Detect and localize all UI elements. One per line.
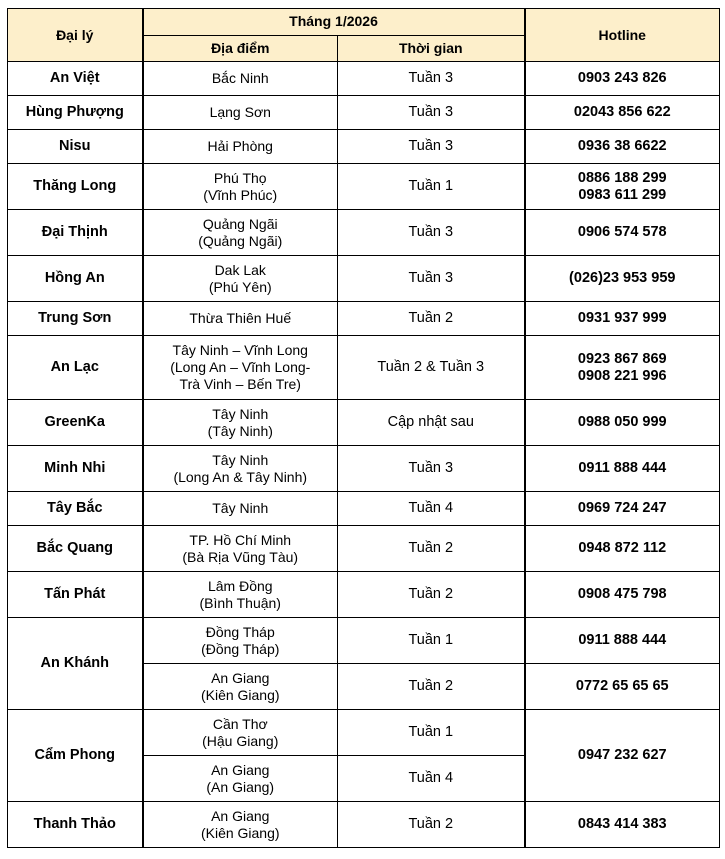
header-location: Địa điểm — [143, 35, 338, 62]
location-line: (Hậu Giang) — [202, 732, 279, 749]
time-cell: Cập nhật sau — [338, 400, 525, 446]
time-cell: Tuần 1 — [338, 710, 525, 756]
hotline-number: 0988 050 999 — [577, 414, 667, 430]
location-line: Trà Vinh – Bến Tre) — [179, 376, 301, 392]
location-line: TP. Hồ Chí Minh — [189, 531, 292, 548]
agent-name-cell: Bắc Quang — [8, 526, 143, 572]
location-cell — [143, 302, 338, 336]
time-cell: Tuần 3 — [338, 130, 525, 164]
time-cell: Tuần 2 — [338, 526, 525, 572]
header-hotline: Hotline — [525, 9, 720, 62]
location-cell — [143, 96, 338, 130]
hotline-cell — [525, 302, 720, 336]
hotline-cell — [525, 164, 720, 210]
hotline-number: (026)23 953 959 — [569, 270, 676, 286]
hotline-cell — [525, 210, 720, 256]
table-row — [8, 302, 720, 336]
agent-name-cell: An Việt — [8, 62, 143, 96]
table-row — [8, 336, 720, 400]
table-row — [8, 618, 720, 664]
location-line: (Vĩnh Phúc) — [203, 186, 278, 203]
hotline-number: 0886 188 299 — [577, 169, 667, 186]
location-line: Thừa Thiên Huế — [189, 310, 292, 326]
hotline-number: 0969 724 247 — [577, 500, 667, 516]
location-line: (An Giang) — [206, 778, 275, 795]
time-cell: Tuần 3 — [338, 62, 525, 96]
hotline-number: 0983 611 299 — [578, 186, 667, 203]
location-cell — [143, 802, 338, 848]
agent-name-cell: Đại Thịnh — [8, 210, 143, 256]
location-line: (Bà Rịa Vũng Tàu) — [182, 548, 299, 565]
table-row — [8, 256, 720, 302]
hotline-cell — [525, 130, 720, 164]
location-line: Hải Phòng — [207, 138, 273, 154]
location-line: Đồng Tháp — [205, 623, 275, 640]
table-row — [8, 164, 720, 210]
table-row — [8, 96, 720, 130]
table-row — [8, 446, 720, 492]
table-row — [8, 400, 720, 446]
hotline-cell — [525, 664, 720, 710]
location-cell — [143, 710, 338, 756]
header-time: Thời gian — [338, 35, 525, 62]
agent-name-cell: Tây Bắc — [8, 492, 143, 526]
location-line: Tây Ninh — [212, 451, 269, 468]
location-line: Lạng Sơn — [209, 104, 271, 120]
time-cell: Tuần 2 — [338, 802, 525, 848]
hotline-cell — [525, 572, 720, 618]
location-cell — [143, 62, 338, 96]
hotline-cell — [525, 710, 720, 802]
location-cell — [143, 210, 338, 256]
time-cell: Tuần 3 — [338, 446, 525, 492]
time-cell: Tuần 2 — [338, 302, 525, 336]
agent-name-cell: Trung Sơn — [8, 302, 143, 336]
time-cell: Tuần 3 — [338, 256, 525, 302]
agent-name-cell: Thanh Thảo — [8, 802, 143, 848]
agent-name-cell: Nisu — [8, 130, 143, 164]
location-line: (Phú Yên) — [208, 278, 272, 295]
hotline-cell — [525, 618, 720, 664]
hotline-cell — [525, 526, 720, 572]
time-cell: Tuần 3 — [338, 210, 525, 256]
hotline-number: 0911 888 444 — [578, 632, 667, 648]
location-cell — [143, 446, 338, 492]
hotline-number: 0908 475 798 — [577, 586, 667, 602]
time-cell: Tuần 1 — [338, 164, 525, 210]
location-line: Tây Ninh — [212, 405, 269, 422]
time-cell: Tuần 1 — [338, 618, 525, 664]
location-cell — [143, 664, 338, 710]
location-line: Quảng Ngãi — [202, 215, 278, 232]
hotline-number: 0903 243 826 — [577, 70, 667, 86]
hotline-number: 0908 221 996 — [577, 367, 667, 384]
time-cell: Tuần 2 & Tuần 3 — [338, 336, 525, 400]
hotline-number: 0947 232 627 — [577, 747, 667, 763]
location-line: (Đồng Tháp) — [201, 640, 280, 657]
agent-name-cell: An Khánh — [8, 618, 143, 710]
location-line: Dak Lak — [214, 261, 266, 278]
hotline-cell — [525, 802, 720, 848]
agent-name-cell: Minh Nhi — [8, 446, 143, 492]
hotline-cell — [525, 446, 720, 492]
location-cell — [143, 400, 338, 446]
table-row — [8, 572, 720, 618]
hotline-cell — [525, 62, 720, 96]
table-row — [8, 710, 720, 756]
header-agent: Đại lý — [8, 9, 143, 62]
agent-name-cell: Tấn Phát — [8, 572, 143, 618]
hotline-number: 0772 65 65 65 — [575, 678, 669, 694]
hotline-number: 02043 856 622 — [573, 104, 671, 120]
hotline-cell — [525, 256, 720, 302]
table-row — [8, 802, 720, 848]
location-line: (Kiên Giang) — [200, 824, 280, 841]
location-cell — [143, 164, 338, 210]
time-cell: Tuần 2 — [338, 572, 525, 618]
location-line: (Long An & Tây Ninh) — [173, 468, 308, 485]
agent-name-cell: Cẩm Phong — [8, 710, 143, 802]
agent-name-cell: An Lạc — [8, 336, 143, 400]
hotline-number: 0843 414 383 — [577, 816, 667, 832]
location-cell — [143, 130, 338, 164]
location-line: Tây Ninh — [212, 500, 269, 516]
location-line: (Quảng Ngãi) — [198, 232, 283, 249]
location-line: Bắc Ninh — [211, 70, 269, 86]
location-cell — [143, 572, 338, 618]
agent-name-cell: Thăng Long — [8, 164, 143, 210]
location-cell — [143, 756, 338, 802]
agent-schedule-table — [7, 8, 720, 848]
table-row — [8, 130, 720, 164]
table-row — [8, 62, 720, 96]
hotline-number: 0931 937 999 — [577, 310, 667, 326]
hotline-cell — [525, 336, 720, 400]
header-month: Tháng 1/2026 — [143, 9, 525, 36]
location-line: An Giang — [211, 669, 270, 686]
location-cell — [143, 256, 338, 302]
hotline-cell — [525, 400, 720, 446]
location-line: (Long An – Vĩnh Long- — [170, 359, 311, 375]
time-cell: Tuần 3 — [338, 96, 525, 130]
location-cell — [143, 526, 338, 572]
hotline-cell — [525, 96, 720, 130]
hotline-number: 0923 867 869 — [577, 350, 667, 367]
agent-name-cell: Hồng An — [8, 256, 143, 302]
location-cell — [143, 492, 338, 526]
table-row — [8, 210, 720, 256]
hotline-number: 0911 888 444 — [578, 460, 667, 476]
agent-name-cell: GreenKa — [8, 400, 143, 446]
location-line: (Kiên Giang) — [200, 686, 280, 703]
location-line: Cần Thơ — [212, 715, 268, 732]
location-line: Tây Ninh – Vĩnh Long — [172, 342, 308, 358]
location-line: (Tây Ninh) — [207, 422, 273, 439]
time-cell: Tuần 4 — [338, 756, 525, 802]
time-cell: Tuần 2 — [338, 664, 525, 710]
table-row — [8, 492, 720, 526]
hotline-cell — [525, 492, 720, 526]
location-line: Lâm Đồng — [207, 577, 273, 594]
hotline-number: 0948 872 112 — [578, 540, 667, 556]
location-cell — [143, 618, 338, 664]
location-line: An Giang — [211, 761, 270, 778]
hotline-number: 0906 574 578 — [577, 224, 667, 240]
time-cell: Tuần 4 — [338, 492, 525, 526]
location-line: An Giang — [211, 807, 270, 824]
table-row — [8, 526, 720, 572]
location-line: Phú Thọ — [213, 169, 267, 186]
location-line: (Bình Thuận) — [199, 594, 281, 611]
agent-name-cell: Hùng Phượng — [8, 96, 143, 130]
location-cell — [143, 336, 338, 400]
hotline-number: 0936 38 6622 — [577, 138, 667, 154]
